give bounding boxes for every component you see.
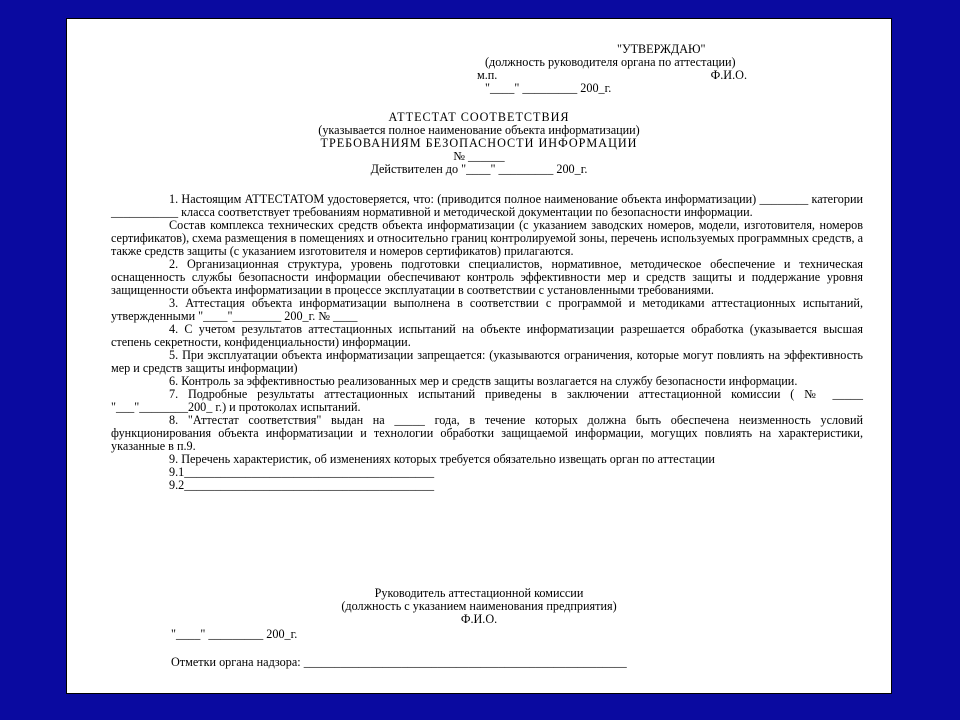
object-name-placeholder: (указывается полное наименование объекта информатизации): [318, 123, 640, 137]
approve-heading: "УТВЕРЖДАЮ": [617, 42, 706, 56]
document-page: [66, 18, 892, 694]
approver-fio: Ф.И.О.: [710, 68, 747, 82]
commission-head-fio: Ф.И.О.: [460, 612, 498, 626]
stamp-place-label: м.п.: [477, 68, 498, 82]
approver-position: (должность руководителя органа по аттестации): [485, 55, 736, 69]
certificate-body: [111, 193, 863, 492]
validity-date: Действителен до "____" _________ 200_г.: [370, 162, 588, 176]
clause-5: 5. При эксплуатации объекта информатизации запрещается: (указываются ограничения, которые могут повлиять на эффективность мер и средств защиты информации): [111, 348, 863, 375]
clause-2: 2. Организационная структура, уровень подготовки специалистов, нормативное, методическое обеспечение и техническая оснащенность службы безопасности информации обеспечивают контроль эффективности мер и средств защиты и поддержание уровня защищенности объекта информатизации в процессе эксплуатации в соответствии с установленными требованиями.: [111, 257, 863, 297]
certificate-number: № ______: [453, 149, 505, 163]
clause-8: 8. "Аттестат соответствия" выдан на _____ года, в течение которых должна быть обеспечена неизменность условий функционирования объекта информатизации и технологии обработки защищаемой информации, могущих повлиять на характеристики, указанные в п.9.: [111, 413, 863, 453]
clause-9: 9. Перечень характеристик, об изменениях которых требуется обязательно извещать орган по аттестации: [169, 452, 715, 466]
requirements-title: ТРЕБОВАНИЯМ БЕЗОПАСНОСТИ ИНФОРМАЦИИ: [320, 136, 638, 150]
clause-1-composition: Состав комплекса технических средств объекта информатизации (с указанием заводских номеров, модели, изготовителя, номеров сертификатов), схема размещения в помещениях и относительно границ контролируемой зоны, перечень используемых программных средств, а также средств защиты (с указанием изготовителя и номеров сертификатов) прилагаются.: [111, 218, 863, 258]
signature-date: "____" _________ 200_г.: [171, 627, 298, 641]
clause-6: 6. Контроль за эффективностью реализованных мер и средств защиты возлагается на службу безопасности информации.: [169, 374, 798, 388]
clause-7: 7. Подробные результаты аттестационных испытаний приведены в заключении аттестационной комиссии ( № _____ "___"________200_ г.) и протоколах испытаний.: [111, 387, 863, 414]
clause-9-1: 9.1_________________________________________: [169, 465, 435, 479]
signature-block: [67, 587, 891, 669]
clause-4: 4. С учетом результатов аттестационных испытаний на объекте информатизации разрешается обработка (указывается высшая степень секретности, конфиденциальности) информации.: [111, 322, 863, 349]
clause-3: 3. Аттестация объекта информатизации выполнена в соответствии с программой и методиками аттестационных испытаний, утвержденными "____"________ 200_г. № ____: [111, 296, 863, 323]
commission-head-title: Руководитель аттестационной комиссии: [374, 586, 584, 600]
clause-9-2: 9.2_________________________________________: [169, 478, 435, 492]
approval-date: "____" _________ 200_г.: [485, 81, 612, 95]
certificate-title-block: [67, 111, 891, 176]
commission-head-position: (должность с указанием наименования предприятия): [341, 599, 617, 613]
approval-block: [477, 42, 885, 95]
clause-1: 1. Настоящим АТТЕСТАТОМ удостоверяется, что: (приводится полное наименование объекта информатизации) ________ категории ___________ класса соответствует требованиям нормативной и методической документации по безопасности информации.: [111, 192, 863, 219]
supervision-marks: Отметки органа надзора: _____________________________________________________: [171, 655, 627, 669]
certificate-title: АТТЕСТАТ СООТВЕТСТВИЯ: [388, 110, 570, 124]
